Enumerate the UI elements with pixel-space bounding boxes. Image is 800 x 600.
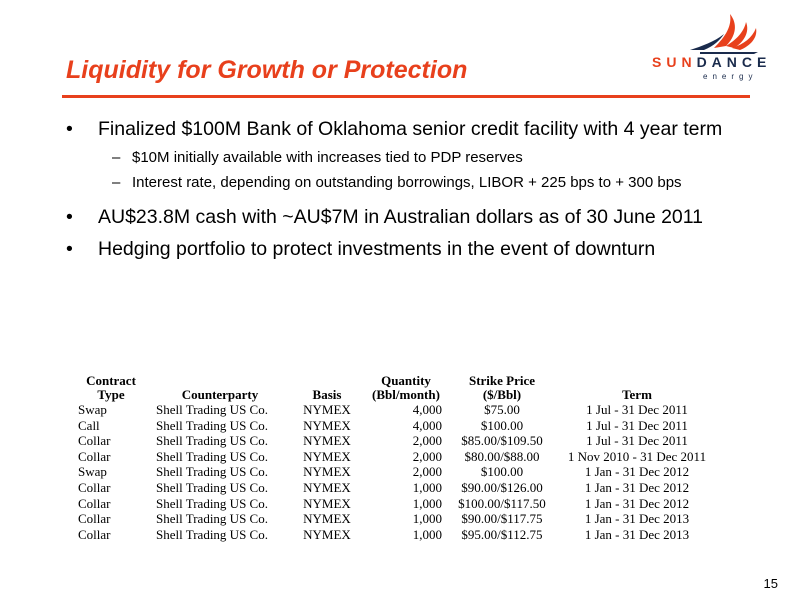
cell-quantity: 2,000	[412, 464, 442, 480]
table-row	[72, 449, 718, 465]
cell-term: 1 Jan - 31 Dec 2013	[584, 526, 690, 542]
cell-counterparty: Shell Trading US Co.	[156, 464, 268, 480]
cell-counterparty: Shell Trading US Co.	[156, 433, 268, 449]
table-row	[72, 511, 718, 527]
cell-counterparty: Shell Trading US Co.	[156, 448, 268, 464]
table-row	[72, 480, 718, 496]
cell-basis: NYMEX	[303, 511, 351, 527]
hedging-table	[72, 374, 718, 542]
bullet-dot: •	[66, 206, 73, 228]
cell-counterparty: Shell Trading US Co.	[156, 511, 268, 527]
header-basis: Basis	[312, 387, 342, 402]
cell-quantity: 4,000	[412, 417, 442, 433]
cell-contract-type: Collar	[78, 448, 111, 464]
page-number: 15	[763, 576, 778, 591]
cell-basis: NYMEX	[303, 448, 351, 464]
cell-strike-price: $85.00/$109.50	[461, 433, 543, 449]
bullet-text: AU$23.8M cash with ~AU$7M in Australian dollars as of 30 June 2011	[98, 206, 704, 228]
sub-bullet-item	[66, 173, 746, 193]
cell-term: 1 Jan - 31 Dec 2013	[584, 511, 690, 527]
sub-bullet-text: Interest rate, depending on outstanding borrowings, LIBOR + 225 bps to + 300 bps	[132, 174, 682, 191]
cell-strike-price: $90.00/$117.75	[461, 511, 543, 527]
cell-term: 1 Jul - 31 Dec 2011	[586, 402, 688, 417]
cell-contract-type: Swap	[78, 464, 107, 480]
cell-strike-price: $100.00/$117.50	[458, 495, 546, 511]
cell-quantity: 1,000	[412, 511, 442, 527]
cell-quantity: 1,000	[412, 526, 442, 542]
cell-quantity: 2,000	[412, 448, 442, 464]
header-quantity: Quantity (Bbl/month)	[372, 373, 440, 402]
cell-contract-type: Collar	[78, 495, 111, 511]
logo-subtitle: energy	[703, 72, 758, 81]
cell-contract-type: Swap	[78, 402, 107, 417]
sub-bullet-dash: –	[112, 174, 121, 191]
header-strike-price: Strike Price ($/Bbl)	[468, 373, 536, 402]
sub-bullet-dash: –	[112, 149, 121, 166]
cell-strike-price: $95.00/$112.75	[461, 526, 543, 542]
cell-quantity: 1,000	[412, 495, 442, 511]
table-row	[72, 496, 718, 512]
cell-term: 1 Jan - 31 Dec 2012	[584, 495, 690, 511]
bullet-text: Hedging portfolio to protect investments in the event of downturn	[98, 238, 656, 260]
bullet-item	[66, 204, 746, 230]
cell-strike-price: $90.00/$126.00	[461, 479, 543, 495]
logo-word-sun: SUN	[652, 54, 697, 70]
table-row	[72, 402, 718, 418]
logo-word-dance: DANCE	[696, 54, 772, 70]
bullet-dot: •	[66, 118, 73, 140]
cell-counterparty: Shell Trading US Co.	[156, 479, 268, 495]
cell-contract-type: Collar	[78, 526, 111, 542]
table-header-row	[72, 374, 718, 402]
cell-basis: NYMEX	[303, 526, 351, 542]
cell-counterparty: Shell Trading US Co.	[156, 526, 268, 542]
bullet-item	[66, 116, 746, 142]
cell-strike-price: $100.00	[480, 417, 524, 433]
bullet-item	[66, 236, 746, 262]
cell-term: 1 Jul - 31 Dec 2011	[586, 433, 688, 449]
cell-counterparty: Shell Trading US Co.	[156, 495, 268, 511]
cell-term: 1 Nov 2010 - 31 Dec 2011	[567, 448, 707, 464]
sub-bullet-text: $10M initially available with increases tied to PDP reserves	[132, 149, 523, 166]
sub-bullet-item	[66, 148, 746, 168]
cell-strike-price: $100.00	[480, 464, 524, 480]
cell-strike-price: $80.00/$88.00	[464, 448, 540, 464]
cell-basis: NYMEX	[303, 417, 351, 433]
cell-strike-price: $75.00	[484, 402, 520, 417]
cell-counterparty: Shell Trading US Co.	[156, 417, 268, 433]
cell-term: 1 Jan - 31 Dec 2012	[584, 479, 690, 495]
cell-basis: NYMEX	[303, 464, 351, 480]
logo-wordmark	[652, 54, 771, 70]
cell-contract-type: Collar	[78, 479, 111, 495]
cell-term: 1 Jul - 31 Dec 2011	[586, 417, 688, 433]
bullet-dot: •	[66, 238, 73, 260]
table-row	[72, 464, 718, 480]
table-row	[72, 527, 718, 543]
table-row	[72, 433, 718, 449]
bullet-list	[66, 116, 746, 268]
cell-quantity: 1,000	[412, 479, 442, 495]
cell-quantity: 2,000	[412, 433, 442, 449]
cell-contract-type: Collar	[78, 433, 111, 449]
title-underline	[62, 95, 750, 98]
header-contract-type: Contract Type	[86, 373, 136, 402]
bullet-text: Finalized $100M Bank of Oklahoma senior credit facility with 4 year term	[98, 118, 723, 140]
cell-counterparty: Shell Trading US Co.	[156, 402, 268, 417]
table-row	[72, 418, 718, 434]
cell-quantity: 4,000	[412, 402, 442, 417]
cell-contract-type: Collar	[78, 511, 111, 527]
slide-title: Liquidity for Growth or Protection	[66, 56, 468, 84]
cell-basis: NYMEX	[303, 402, 351, 417]
cell-basis: NYMEX	[303, 479, 351, 495]
header-counterparty: Counterparty	[181, 387, 259, 402]
cell-basis: NYMEX	[303, 495, 351, 511]
header-term: Term	[622, 387, 652, 402]
cell-basis: NYMEX	[303, 433, 351, 449]
cell-contract-type: Call	[78, 417, 100, 433]
cell-term: 1 Jan - 31 Dec 2012	[584, 464, 690, 480]
